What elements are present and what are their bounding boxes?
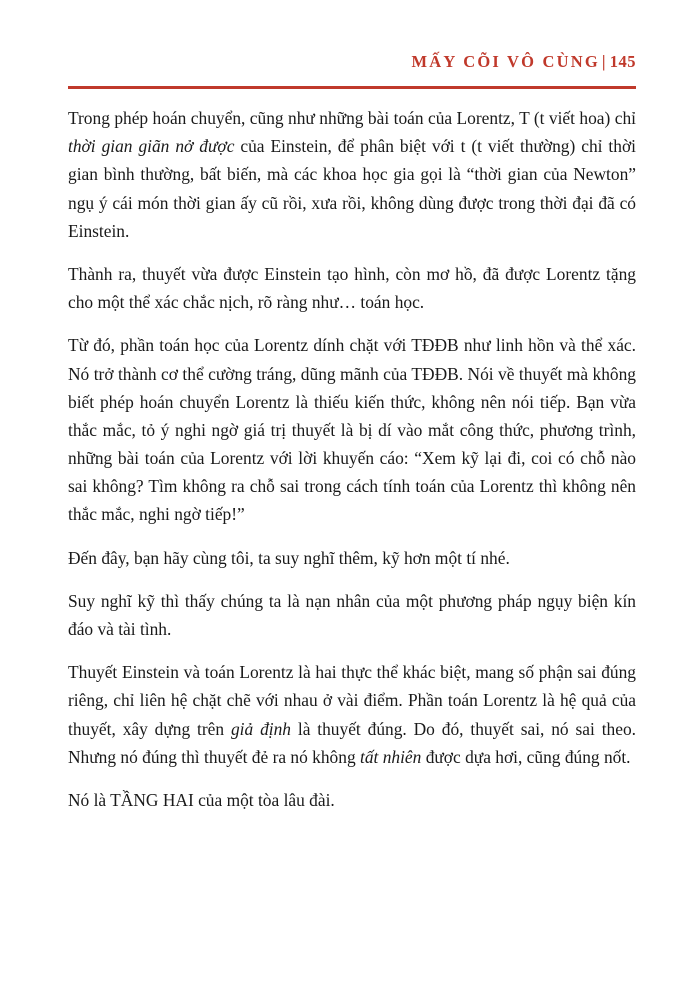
text-run: Suy nghĩ kỹ thì thấy chúng ta là nạn nhân của một phương pháp ngụy biện kín đáo và tài tình. bbox=[68, 590, 636, 639]
paragraph bbox=[68, 786, 636, 814]
text-run: là thuyết đúng. Do đó, thuyết sai, nó sai theo. Nhưng nó đúng thì thuyết đẻ ra nó không bbox=[68, 718, 636, 767]
header-separator: | bbox=[601, 52, 608, 71]
page-number: 145 bbox=[609, 52, 636, 71]
body-content bbox=[68, 104, 636, 814]
text-run: được dựa hơi, cũng đúng nốt. bbox=[421, 746, 631, 767]
paragraph bbox=[68, 658, 636, 771]
emphasis-text: tất nhiên bbox=[360, 746, 422, 767]
paragraph bbox=[68, 331, 636, 528]
paragraph bbox=[68, 260, 636, 316]
emphasis-text: giả định bbox=[230, 718, 291, 739]
text-run: Nó là TẦNG HAI của một tòa lâu đài. bbox=[68, 789, 335, 810]
text-run: Thành ra, thuyết vừa được Einstein tạo hình, còn mơ hồ, đã được Lorentz tặng cho một thể xác chắc nịch, rõ ràng như… toán học. bbox=[68, 263, 636, 313]
paragraph bbox=[68, 587, 636, 643]
text-run: của Einstein, để phân biệt với t (t viết thường) chỉ thời gian bình thường, bất biến, mà các khoa học gia gọi là “thời gian của Newton” ngụ ý cái món thời gian ấy cũ rồi, xưa rồi, không dùng được trong thời đại đã có Einstein. bbox=[68, 136, 636, 241]
emphasis-text: thời gian giãn nở được bbox=[68, 136, 235, 157]
paragraph bbox=[68, 544, 636, 572]
text-run: Trong phép hoán chuyển, cũng như những bài toán của Lorentz, T (t viết hoa) chỉ bbox=[68, 108, 636, 128]
text-run: Đến đây, bạn hãy cùng tôi, ta suy nghĩ thêm, kỹ hơn một tí nhé. bbox=[68, 547, 510, 568]
paragraph bbox=[68, 104, 636, 245]
book-title: MẤY CÕI VÔ CÙNG bbox=[411, 52, 600, 71]
text-run: Thuyết Einstein và toán Lorentz là hai thực thể khác biệt, mang số phận sai đúng riêng, chỉ liên hệ chặt chẽ với nhau ở vài điểm. Phần toán Lorentz là hệ quả của thuyết, xây dựng trên bbox=[68, 662, 636, 739]
text-run: Từ đó, phần toán học của Lorentz dính chặt với TĐĐB như linh hồn và thể xác. Nó trở thành cơ thể cường tráng, dũng mãnh của TĐĐB. Nói về thuyết mà không biết phép hoán chuyển Lorentz là thiếu kiến thức, không nên nói tiếp. Bạn vừa thắc mắc, tỏ ý nghi ngờ giá trị thuyết là bị dí vào mắt công thức, phương trình, những bài toán của Lorentz với lời khuyến cáo: “Xem kỹ lại đi, coi có chỗ nào sai không? Tìm không ra chỗ sai trong cách tính toán của Lorentz thì không nên thắc mắc, nghi ngờ tiếp!” bbox=[68, 335, 636, 525]
page-header bbox=[68, 52, 636, 72]
header-divider bbox=[68, 86, 636, 89]
